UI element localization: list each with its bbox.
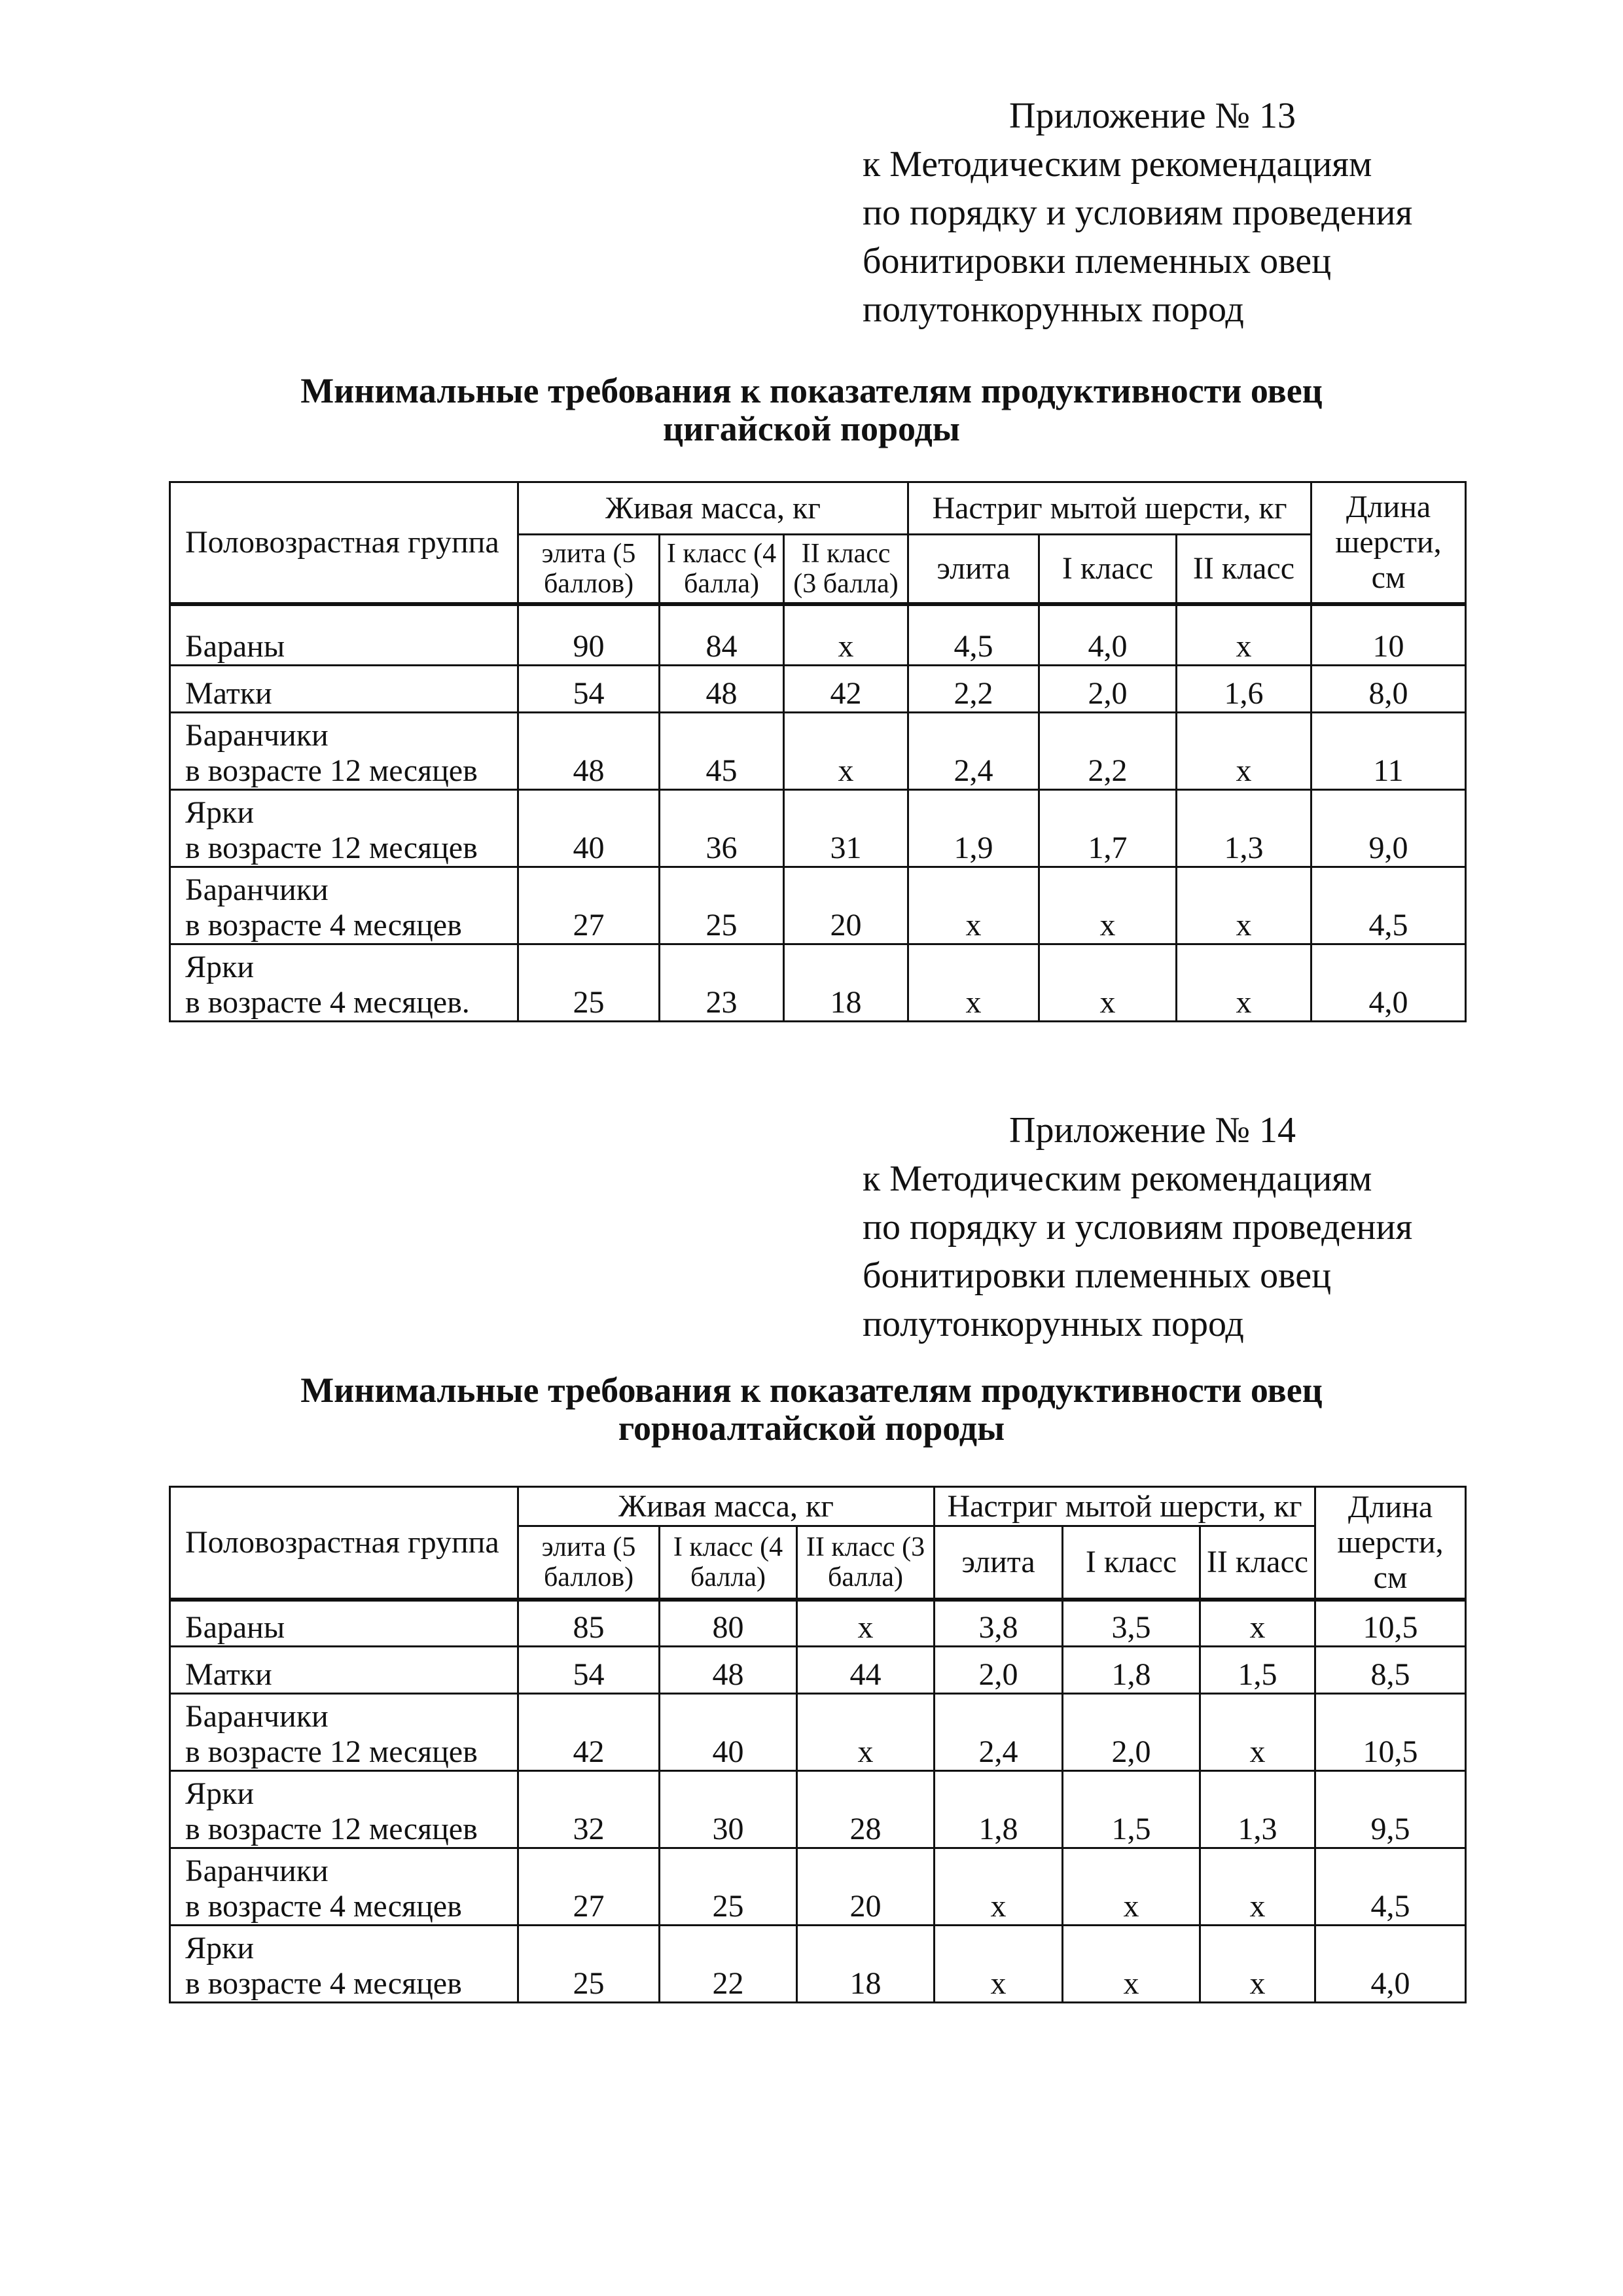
value-cell: 44 [797,1647,935,1694]
header-lw-class2: II класс (3 балла) [797,1526,935,1600]
value-cell: 48 [660,1647,797,1694]
group-label-line: Матки [185,1657,272,1692]
value-cell: 1,5 [1063,1771,1200,1848]
appendix-line: бонитировки племенных овец [863,241,1332,281]
value-cell: х [1200,1694,1315,1771]
value-cell: 8,0 [1311,666,1466,713]
value-cell: х [1063,1926,1200,2003]
title-line: Минимальные требования к показателям продуктивности овец [300,371,1323,410]
table-row [170,1600,1466,1647]
value-cell: 25 [660,1848,797,1926]
table-row [170,1647,1466,1694]
table-row [170,713,1466,790]
requirements-table [169,481,1467,1022]
header-fl-elite: элита [908,535,1039,604]
header-lw-class1: I класс (4 балла) [660,535,784,604]
group-label-line: в возрасте 4 месяцев. [185,985,470,1020]
header-lw-class1: I класс (4 балла) [660,1526,797,1600]
value-cell: 18 [784,944,908,1022]
table-row [170,867,1466,944]
group-label-line: в возрасте 4 месяцев [185,1966,462,2001]
group-cell [170,604,518,666]
group-label-line: Бараны [185,629,285,664]
value-cell: х [908,867,1039,944]
value-cell: 31 [784,790,908,867]
value-cell: х [935,1926,1063,2003]
value-cell: х [1200,1848,1315,1926]
value-cell: х [1177,944,1311,1022]
value-cell: х [1177,604,1311,666]
group-cell [170,1600,518,1647]
group-label-line: Матки [185,676,272,711]
header-wool-length: Длина шерсти, см [1311,482,1466,604]
group-cell [170,1848,518,1926]
group-cell [170,790,518,867]
table-row [170,1848,1466,1926]
group-cell [170,867,518,944]
value-cell: 1,6 [1177,666,1311,713]
value-cell: 84 [660,604,784,666]
appendix-line: полутонкорунных пород [863,1304,1244,1344]
group-label-line: Баранчики [185,872,329,907]
value-cell: х [784,713,908,790]
value-cell: х [935,1848,1063,1926]
value-cell: 25 [660,867,784,944]
value-cell: х [784,604,908,666]
table-row [170,604,1466,666]
value-cell: 2,4 [935,1694,1063,1771]
table-title [167,372,1456,448]
value-cell: 9,5 [1315,1771,1466,1848]
value-cell: х [1200,1926,1315,2003]
requirements-table [169,1486,1467,2003]
value-cell: х [1177,713,1311,790]
value-cell: 1,7 [1039,790,1177,867]
group-cell [170,1647,518,1694]
appendix-number: Приложение № 14 [1009,1110,1296,1151]
value-cell: 1,3 [1177,790,1311,867]
header-fl-class1: I класс [1063,1526,1200,1600]
group-label-line: Ярки [185,1776,255,1811]
table-row [170,944,1466,1022]
header-group: Половозрастная группа [170,1487,518,1600]
table-row [170,666,1466,713]
value-cell: 48 [518,713,660,790]
value-cell: 80 [660,1600,797,1647]
value-cell: х [797,1600,935,1647]
value-cell: 1,9 [908,790,1039,867]
value-cell: 4,5 [1311,867,1466,944]
value-cell: 8,5 [1315,1647,1466,1694]
value-cell: 2,0 [1039,666,1177,713]
title-line: Минимальные требования к показателям продуктивности овец [300,1371,1323,1410]
group-label-line: Баранчики [185,1854,329,1888]
value-cell: 90 [518,604,660,666]
value-cell: х [797,1694,935,1771]
value-cell: 2,4 [908,713,1039,790]
value-cell: 3,5 [1063,1600,1200,1647]
header-live-weight: Живая масса, кг [518,1487,935,1526]
group-cell [170,1771,518,1848]
group-cell [170,1694,518,1771]
value-cell: 27 [518,1848,660,1926]
value-cell: 27 [518,867,660,944]
value-cell: 20 [784,867,908,944]
group-label-line: Баранчики [185,718,329,753]
value-cell: 25 [518,1926,660,2003]
appendix-header [863,92,1517,334]
value-cell: 20 [797,1848,935,1926]
header-group: Половозрастная группа [170,482,518,604]
header-lw-elite: элита (5 баллов) [518,535,660,604]
value-cell: 28 [797,1771,935,1848]
group-label-line: в возрасте 12 месяцев [185,1812,478,1846]
value-cell: 10,5 [1315,1694,1466,1771]
appendix-line: по порядку и условиям проведения [863,192,1413,233]
value-cell: 40 [518,790,660,867]
value-cell: 11 [1311,713,1466,790]
group-label-line: в возрасте 4 месяцев [185,908,462,942]
group-label-line: Баранчики [185,1699,329,1734]
value-cell: х [1039,867,1177,944]
header-fl-class2: II класс [1177,535,1311,604]
group-label-line: Ярки [185,1931,255,1965]
value-cell: х [1063,1848,1200,1926]
value-cell: 1,8 [935,1771,1063,1848]
header-lw-elite: элита (5 баллов) [518,1526,660,1600]
value-cell: 4,0 [1039,604,1177,666]
table-row [170,1771,1466,1848]
appendix-line: бонитировки племенных овец [863,1255,1332,1296]
value-cell: х [908,944,1039,1022]
value-cell: 2,2 [908,666,1039,713]
value-cell: 4,5 [1315,1848,1466,1926]
header-fl-elite: элита [935,1526,1063,1600]
group-label-line: Ярки [185,795,255,830]
value-cell: 10 [1311,604,1466,666]
appendix-header [863,1106,1517,1348]
appendix-number: Приложение № 13 [1009,96,1296,136]
group-label-line: Бараны [185,1610,285,1645]
table-row [170,1926,1466,2003]
value-cell: х [1177,867,1311,944]
table-title [167,1371,1456,1447]
value-cell: 54 [518,1647,660,1694]
appendix-line: к Методическим рекомендациям [863,144,1372,185]
table-row [170,790,1466,867]
value-cell: 30 [660,1771,797,1848]
value-cell: 4,5 [908,604,1039,666]
value-cell: 45 [660,713,784,790]
header-fleece: Настриг мытой шерсти, кг [908,482,1311,535]
group-cell [170,666,518,713]
value-cell: 42 [784,666,908,713]
value-cell: 22 [660,1926,797,2003]
value-cell: 36 [660,790,784,867]
group-cell [170,713,518,790]
value-cell: 1,8 [1063,1647,1200,1694]
group-cell [170,944,518,1022]
value-cell: 9,0 [1311,790,1466,867]
value-cell: 10,5 [1315,1600,1466,1647]
header-fl-class2: II класс [1200,1526,1315,1600]
appendix-line: полутонкорунных пород [863,289,1244,330]
value-cell: 23 [660,944,784,1022]
title-line: цигайской породы [663,409,960,448]
value-cell: 1,3 [1200,1771,1315,1848]
value-cell: 54 [518,666,660,713]
value-cell: х [1039,944,1177,1022]
appendix-line: к Методическим рекомендациям [863,1158,1372,1199]
value-cell: 85 [518,1600,660,1647]
appendix-line: по порядку и условиям проведения [863,1207,1413,1247]
value-cell: 18 [797,1926,935,2003]
group-label-line: Ярки [185,950,255,984]
value-cell: 40 [660,1694,797,1771]
value-cell: 4,0 [1311,944,1466,1022]
group-label-line: в возрасте 4 месяцев [185,1889,462,1924]
value-cell: х [1200,1600,1315,1647]
value-cell: 25 [518,944,660,1022]
header-lw-class2: II класс (3 балла) [784,535,908,604]
value-cell: 2,0 [935,1647,1063,1694]
value-cell: 48 [660,666,784,713]
group-label-line: в возрасте 12 месяцев [185,831,478,865]
title-line: горноалтайской породы [618,1408,1005,1448]
header-wool-length: Длина шерсти, см [1315,1487,1466,1600]
value-cell: 2,0 [1063,1694,1200,1771]
table-row [170,1694,1466,1771]
header-fleece: Настриг мытой шерсти, кг [935,1487,1315,1526]
value-cell: 4,0 [1315,1926,1466,2003]
value-cell: 3,8 [935,1600,1063,1647]
header-live-weight: Живая масса, кг [518,482,908,535]
value-cell: 2,2 [1039,713,1177,790]
group-cell [170,1926,518,2003]
value-cell: 32 [518,1771,660,1848]
header-fl-class1: I класс [1039,535,1177,604]
group-label-line: в возрасте 12 месяцев [185,753,478,788]
group-label-line: в возрасте 12 месяцев [185,1734,478,1769]
value-cell: 1,5 [1200,1647,1315,1694]
value-cell: 42 [518,1694,660,1771]
